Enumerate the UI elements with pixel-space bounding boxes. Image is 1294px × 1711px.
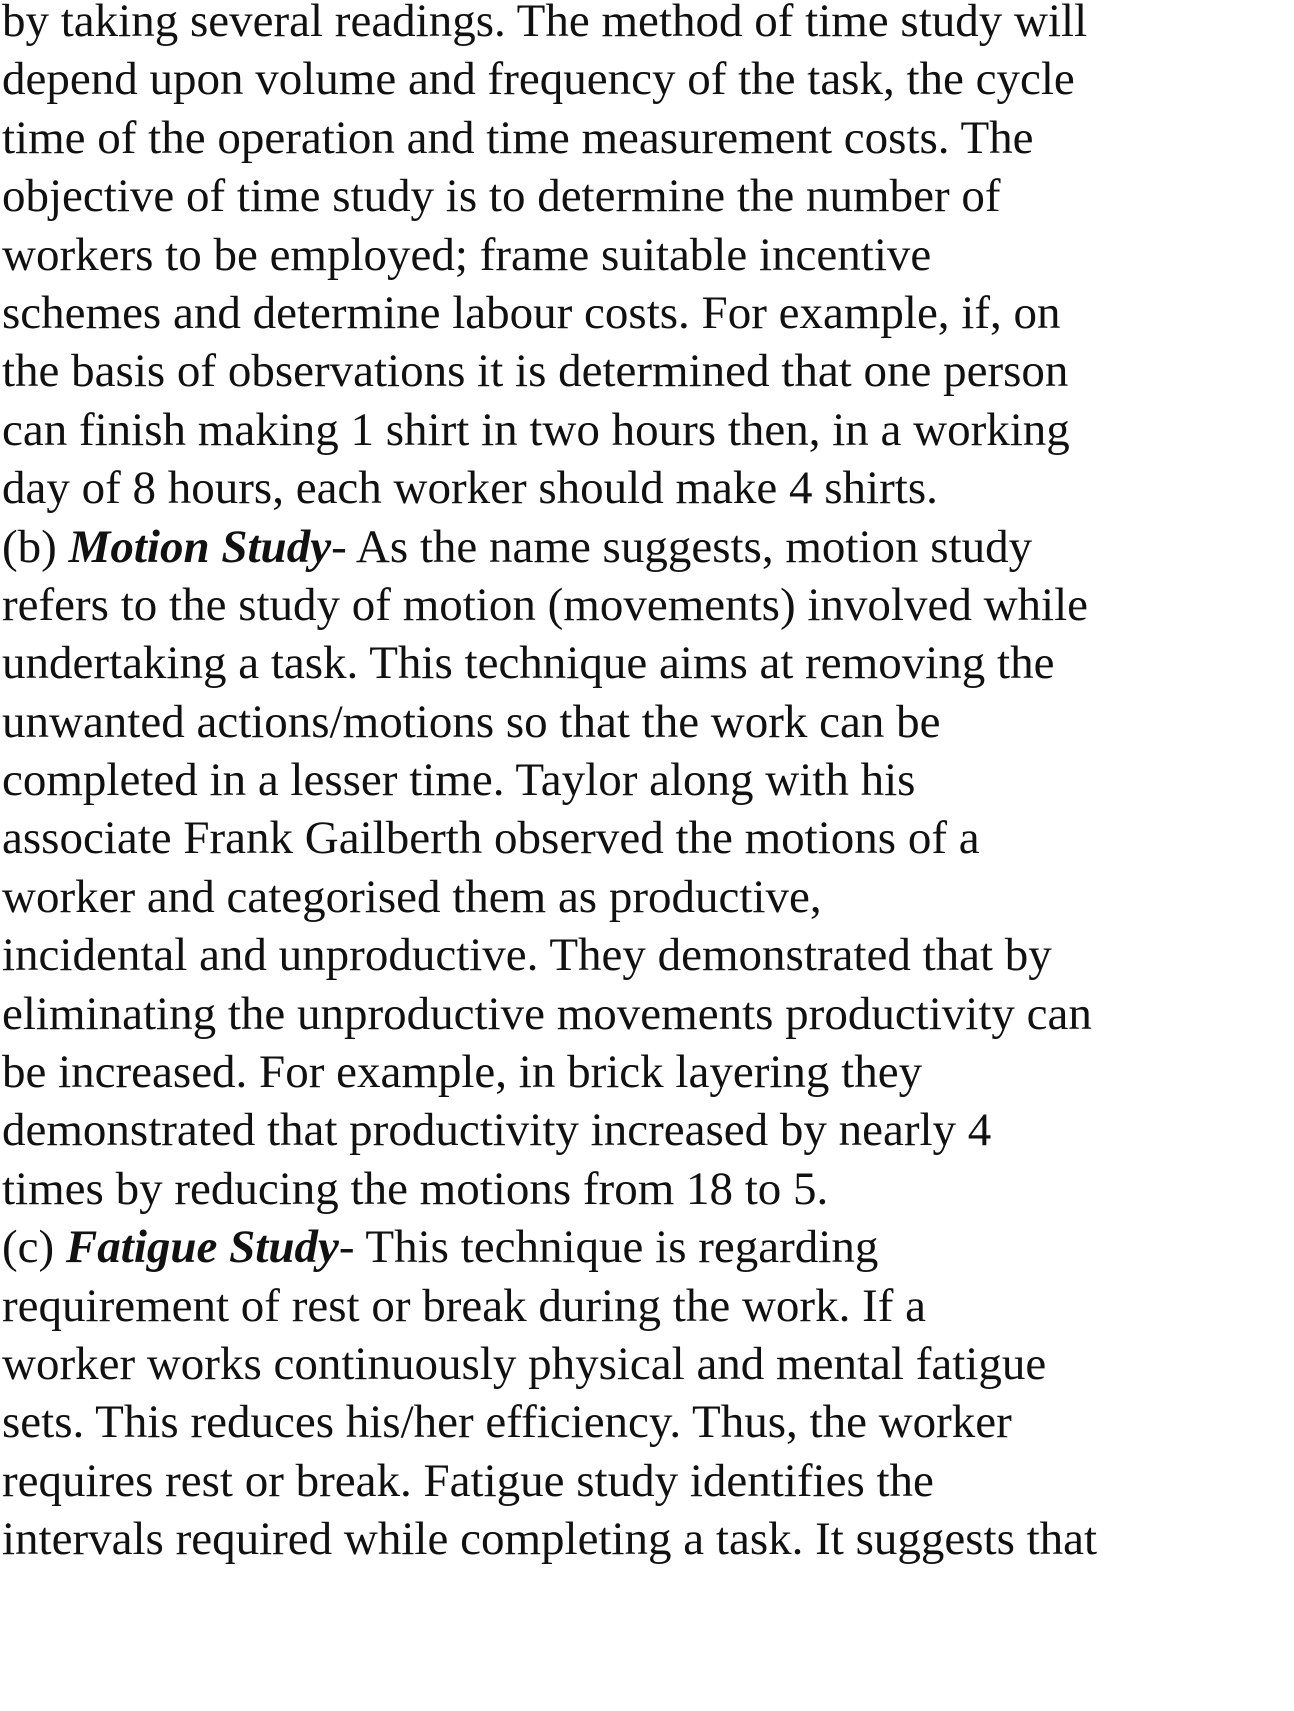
text-line: workers to be employed; frame suitable incentive [2, 228, 932, 281]
text-line: schemes and determine labour costs. For example, if, on [2, 286, 1061, 339]
fatigue-study-paragraph [2, 1277, 1292, 1569]
text-line: incidental and unproductive. They demonstrated that by [2, 929, 1052, 982]
text-line: by taking several readings. The method of time study will [2, 0, 1088, 47]
text-line: unwanted actions/motions so that the work can be [2, 695, 941, 748]
text-line: requirement of rest or break during the work. If a [2, 1279, 926, 1332]
text-line: demonstrated that productivity increased by nearly 4 [2, 1104, 992, 1157]
motion-study-heading-line [2, 518, 1292, 576]
text-line: the basis of observations it is determined that one person [2, 345, 1069, 398]
text-line: completed in a lesser time. Taylor along with his [2, 754, 916, 807]
text-line: worker works continuously physical and mental fatigue [2, 1337, 1047, 1390]
text-line: associate Frank Gailberth observed the motions of a [2, 812, 980, 865]
time-study-paragraph [2, 0, 1292, 518]
text-line: eliminating the unproductive movements productivity can [2, 987, 1092, 1040]
text-line: sets. This reduces his/her efficiency. Thus, the worker [2, 1396, 1012, 1449]
text-line: requires rest or break. Fatigue study identifies the [2, 1454, 934, 1507]
text-line: times by reducing the motions from 18 to 5. [2, 1162, 829, 1215]
document-page [2, 0, 1292, 1569]
item-label: (c) [2, 1221, 66, 1274]
motion-study-term: Motion Study [68, 520, 332, 573]
text-line: depend upon volume and frequency of the task, the cycle [2, 53, 1075, 106]
fatigue-study-heading-line [2, 1218, 1292, 1276]
text-line: day of 8 hours, each worker should make 4 shirts. [2, 462, 938, 515]
text-line: be increased. For example, in brick layering they [2, 1046, 923, 1099]
text-line: can finish making 1 shirt in two hours then, in a working [2, 403, 1070, 456]
text-line: intervals required while completing a task. It suggests that [2, 1513, 1098, 1566]
text-line: worker and categorised them as productive, [2, 870, 822, 923]
heading-rest: - As the name suggests, motion study [331, 520, 1033, 573]
text-line: time of the operation and time measurement costs. The [2, 111, 1034, 164]
heading-rest: - This technique is regarding [338, 1221, 879, 1274]
fatigue-study-term: Fatigue Study [65, 1221, 339, 1274]
text-line: refers to the study of motion (movements) involved while [2, 578, 1089, 631]
item-label: (b) [2, 520, 69, 573]
text-line: objective of time study is to determine the number of [2, 170, 1001, 223]
text-line: undertaking a task. This technique aims at removing the [2, 637, 1055, 690]
motion-study-paragraph [2, 576, 1292, 1218]
